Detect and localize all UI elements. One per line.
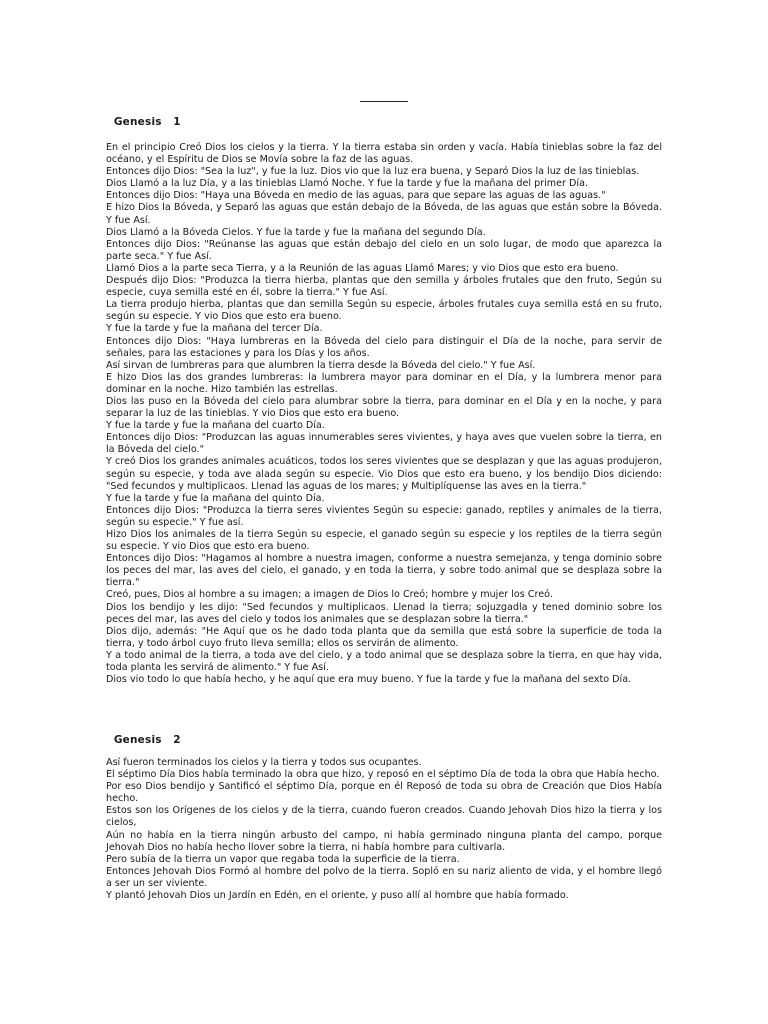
verse-paragraph: Por eso Dios bendijo y Santificó el séptimo Día, porque en él Reposó de toda su obra de Creación que Dios Había hecho. — [106, 781, 662, 805]
verse-paragraph: Dios los bendijo y les dijo: "Sed fecundos y multiplicaos. Llenad la tierra; sojuzgadla y tened dominio sobre los peces del mar, las aves del cielo y todos los animales que se desplazan sobre la tierra." — [106, 601, 662, 625]
verse-paragraph: Entonces dijo Dios: "Produzcan las aguas innumerables seres vivientes, y haya aves que vuelen sobre la tierra, en la Bóveda del cielo." — [106, 432, 662, 456]
verse-paragraph: Después dijo Dios: "Produzca la tierra hierba, plantas que den semilla y árboles frutales que den fruto, Según su especie, cuya semilla esté en él, sobre la tierra." Y fue Así. — [106, 275, 662, 299]
verse-paragraph: Aún no había en la tierra ningún arbusto del campo, ni había germinado ninguna planta del campo, porque Jehovah Dios no había hecho llover sobre la tierra, ni había hombre para cultivarla. — [106, 829, 662, 853]
verse-paragraph: Y fue la tarde y fue la mañana del quinto Día. — [106, 492, 325, 504]
chapter-text-genesis-2 — [106, 757, 662, 902]
verse-paragraph: La tierra produjo hierba, plantas que dan semilla Según su especie, árboles frutales cuya semilla está en su fruto, según su especie. Y vio Dios que esto era bueno. — [106, 299, 662, 323]
verse-paragraph: E hizo Dios las dos grandes lumbreras: la lumbrera mayor para dominar en el Día, y la lumbrera menor para dominar en la noche. Hizo también las estrellas. — [106, 371, 662, 395]
verse-paragraph: Entonces dijo Dios: "Hagamos al hombre a nuestra imagen, conforme a nuestra semejanza, y tenga dominio sobre los peces del mar, las aves del cielo, el ganado, y en toda la tierra, y sobre todo animal que se desplaza sobre la tierra." — [106, 553, 662, 589]
verse-paragraph: Y fue la tarde y fue la mañana del cuarto Día. — [106, 420, 325, 432]
verse-paragraph: Dios Llamó a la luz Día, y a las tinieblas Llamó Noche. Y fue la tarde y fue la mañana del primer Día. — [106, 178, 588, 190]
chapter-text-genesis-1 — [106, 142, 662, 686]
verse-paragraph: Creó, pues, Dios al hombre a su imagen; a imagen de Dios lo Creó; hombre y mujer los Creó. — [106, 589, 553, 601]
verse-paragraph: Y a todo animal de la tierra, a toda ave del cielo, y a todo animal que se desplaza sobre la tierra, en que hay vida, toda planta les servirá de alimento." Y fue Así. — [106, 649, 662, 674]
verse-paragraph: Entonces dijo Dios: "Produzca la tierra seres vivientes Según su especie: ganado, reptiles y animales de la tierra, según su especie." Y fue así. — [106, 504, 662, 528]
verse-paragraph: Así fueron terminados los cielos y la tierra y todos sus ocupantes. — [106, 757, 422, 768]
verse-paragraph: Entonces dijo Dios: "Sea la luz", y fue la luz. Dios vio que la luz era buena, y Separó Dios la luz de las tinieblas. — [106, 166, 640, 178]
verse-paragraph: Y fue la tarde y fue la mañana del tercer Día. — [106, 323, 323, 335]
chapter-heading-genesis-1: Genesis 1 — [110, 116, 181, 128]
verse-paragraph: Dios Llamó a la Bóveda Cielos. Y fue la tarde y fue la mañana del segundo Día. — [106, 226, 486, 238]
top-rule — [360, 101, 408, 102]
verse-paragraph: Dios las puso en la Bóveda del cielo para alumbrar sobre la tierra, para dominar en el Día y en la noche, y para separar la luz de las tinieblas. Y vio Dios que esto era bueno. — [106, 395, 662, 420]
verse-paragraph: Y creó Dios los grandes animales acuáticos, todos los seres vivientes que se desplazan y que las aguas produjeron, según su especie, y toda ave alada según su especie. Vio Dios que esto era bueno, y los bendijo Dios diciendo: "Sed fecundos y multiplicaos. Llenad las aguas de los mares; y Multiplíquense las aves en la tierra." — [106, 456, 662, 492]
verse-paragraph: Entonces Jehovah Dios Formó al hombre del polvo de la tierra. Sopló en su nariz aliento de vida, y el hombre llegó a ser un ser viviente. — [106, 865, 662, 889]
verse-paragraph: Y plantó Jehovah Dios un Jardín en Edén, en el oriente, y puso allí al hombre que había formado. — [106, 890, 569, 902]
verse-paragraph: Entonces dijo Dios: "Haya una Bóveda en medio de las aguas, para que separe las aguas de las aguas." — [106, 190, 606, 202]
verse-paragraph: Pero subía de la tierra un vapor que regaba toda la superficie de la tierra. — [106, 853, 460, 865]
verse-paragraph: Llamó Dios a la parte seca Tierra, y a la Reunión de las aguas Llamó Mares; y vio Dios que esto era bueno. — [106, 262, 619, 274]
verse-paragraph: Entonces dijo Dios: "Reúnanse las aguas que están debajo del cielo en un solo lugar, de modo que aparezca la parte seca." Y fue Así. — [106, 238, 662, 262]
verse-paragraph: Estos son los Orígenes de los cielos y de la tierra, cuando fueron creados. Cuando Jehovah Dios hizo la tierra y los cielos, — [106, 805, 662, 829]
verse-paragraph: Entonces dijo Dios: "Haya lumbreras en la Bóveda del cielo para distinguir el Día de la noche, para servir de señales, para las estaciones y para los Días y los años. — [106, 335, 662, 359]
verse-paragraph: El séptimo Día Dios había terminado la obra que hizo, y reposó en el séptimo Día de toda la obra que Había hecho. — [106, 769, 660, 781]
verse-paragraph: Así sirvan de lumbreras para que alumbren la tierra desde la Bóveda del cielo." Y fue Así. — [106, 359, 536, 371]
verse-paragraph: E hizo Dios la Bóveda, y Separó las aguas que están debajo de la Bóveda, de las aguas que están sobre la Bóveda. Y fue Así. — [106, 202, 662, 226]
verse-paragraph: Hizo Dios los animales de la tierra Según su especie, el ganado según su especie y los reptiles de la tierra según su especie. Y vio Dios que esto era bueno. — [106, 529, 662, 553]
verse-paragraph: Dios vio todo lo que había hecho, y he aquí que era muy bueno. Y fue la tarde y fue la mañana del sexto Día. — [106, 674, 632, 686]
verse-paragraph: En el principio Creó Dios los cielos y la tierra. Y la tierra estaba sin orden y vacía. Había tinieblas sobre la faz del océano, y el Espíritu de Dios se Movía sobre la faz de las aguas. — [106, 142, 662, 166]
verse-paragraph: Dios dijo, además: "He Aquí que os he dado toda planta que da semilla que está sobre la superficie de toda la tierra, y todo árbol cuyo fruto lleva semilla; ellos os servirán de alimento. — [106, 625, 662, 649]
chapter-heading-genesis-2: Genesis 2 — [110, 734, 181, 746]
